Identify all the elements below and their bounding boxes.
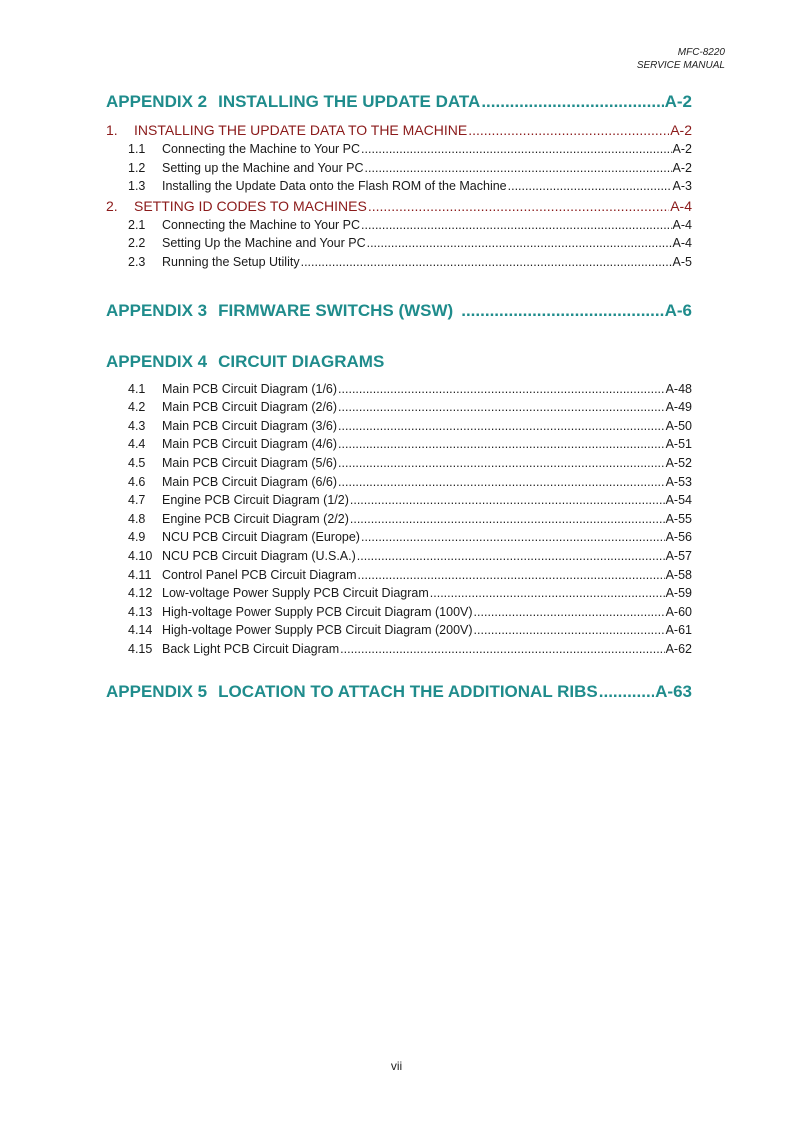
page-ref: A-59 (665, 586, 692, 601)
toc-item[interactable] (106, 512, 692, 531)
dot-leader (599, 682, 654, 702)
item-number: 4.7 (128, 493, 146, 508)
dot-leader (361, 530, 665, 544)
toc-item[interactable] (106, 475, 692, 494)
page-ref: A-62 (665, 641, 692, 656)
item-title: Setting up the Machine and Your PC (162, 160, 364, 175)
page-ref: A-4 (670, 197, 692, 214)
item-title: Main PCB Circuit Diagram (2/6) (162, 400, 338, 415)
toc-appendix-2[interactable] (106, 92, 692, 116)
dot-leader (508, 179, 672, 193)
item-number: 4.10 (128, 548, 153, 563)
page-ref: A-56 (665, 530, 692, 545)
page-ref: A-57 (665, 548, 692, 563)
item-number: 4.12 (128, 586, 153, 601)
dot-leader (361, 142, 672, 156)
section-title: INSTALLING THE UPDATE DATA TO THE MACHINE (134, 122, 468, 138)
page-header (637, 46, 725, 72)
dot-leader (340, 642, 664, 656)
item-title: High-voltage Power Supply PCB Circuit Diagram (200V) (162, 623, 473, 638)
toc-item[interactable] (106, 400, 692, 419)
page-ref: A-52 (665, 455, 692, 470)
dot-leader (338, 437, 665, 451)
item-title: Engine PCB Circuit Diagram (2/2) (162, 511, 349, 526)
item-title: Low-voltage Power Supply PCB Circuit Diagram (162, 586, 429, 601)
toc-item[interactable] (106, 255, 692, 274)
item-number: 4.8 (128, 511, 146, 526)
appendix-title: INSTALLING THE UPDATE DATA (218, 92, 481, 111)
toc-item[interactable] (106, 142, 692, 161)
toc-item[interactable] (106, 530, 692, 549)
item-number: 4.4 (128, 437, 146, 452)
item-title: Main PCB Circuit Diagram (5/6) (162, 455, 338, 470)
page-number: vii (390, 1059, 403, 1073)
page-ref: A-63 (655, 682, 692, 702)
item-number: 2.2 (128, 236, 146, 251)
dot-leader (474, 623, 665, 637)
page-ref: A-61 (665, 623, 692, 638)
dot-leader (430, 586, 665, 600)
dot-leader (357, 549, 665, 563)
dot-leader (365, 161, 672, 175)
appendix-title: CIRCUIT DIAGRAMS (218, 351, 385, 371)
item-number: 4.11 (128, 567, 152, 582)
toc-appendix-3[interactable] (106, 301, 692, 325)
item-number: 1.2 (128, 160, 146, 175)
page-ref: A-48 (665, 381, 692, 396)
page-ref: A-2 (670, 122, 692, 138)
item-title: Back Light PCB Circuit Diagram (162, 641, 340, 656)
item-title: High-voltage Power Supply PCB Circuit Diagram (100V) (162, 604, 473, 619)
toc-item[interactable] (106, 382, 692, 401)
section-title: SETTING ID CODES TO MACHINES (134, 197, 367, 214)
toc-item[interactable] (106, 549, 692, 568)
dot-leader (338, 456, 665, 470)
table-of-contents (106, 92, 692, 706)
dot-leader (301, 255, 672, 269)
dot-leader (474, 605, 665, 619)
item-title: Control Panel PCB Circuit Diagram (162, 567, 357, 582)
item-title: Running the Setup Utility (162, 254, 300, 269)
page-ref: A-50 (665, 418, 692, 433)
toc-section[interactable] (106, 198, 692, 218)
section-number: 2. (106, 197, 118, 214)
item-title: Main PCB Circuit Diagram (4/6) (162, 437, 338, 452)
item-title: Engine PCB Circuit Diagram (1/2) (162, 493, 349, 508)
page-ref: A-6 (664, 300, 692, 320)
item-number: 1.3 (128, 179, 146, 194)
model-name: MFC-8220 (677, 47, 725, 58)
dot-leader (350, 512, 665, 526)
dot-leader (338, 382, 665, 396)
document-name: SERVICE MANUAL (636, 60, 725, 71)
item-number: 4.3 (128, 418, 146, 433)
toc-item[interactable] (106, 605, 692, 624)
page-ref: A-2 (664, 92, 692, 111)
toc-item[interactable] (106, 456, 692, 475)
item-number: 4.15 (128, 641, 153, 656)
item-number: 1.1 (128, 142, 146, 156)
page-ref: A-54 (665, 493, 692, 508)
toc-item[interactable] (106, 419, 692, 438)
page-ref: A-4 (672, 236, 692, 251)
toc-section[interactable] (106, 122, 692, 142)
item-number: 2.1 (128, 217, 146, 232)
dot-leader (350, 493, 665, 507)
page-ref: A-55 (665, 511, 692, 526)
dot-leader (358, 568, 665, 582)
item-title: Main PCB Circuit Diagram (1/6) (162, 381, 338, 396)
toc-item[interactable] (106, 642, 692, 661)
toc-appendix-4[interactable] (106, 352, 692, 376)
item-number: 4.13 (128, 604, 153, 619)
dot-leader (468, 122, 669, 138)
appendix-4-item-list (106, 382, 692, 661)
toc-item[interactable] (106, 568, 692, 587)
item-title: NCU PCB Circuit Diagram (Europe) (162, 530, 360, 545)
dot-leader (461, 301, 663, 321)
item-title: Main PCB Circuit Diagram (6/6) (162, 474, 338, 489)
toc-item[interactable] (106, 236, 692, 255)
toc-item[interactable] (106, 218, 692, 237)
item-title: Installing the Update Data onto the Flash ROM of the Machine (162, 179, 507, 194)
page-ref: A-53 (665, 474, 692, 489)
dot-leader (367, 236, 672, 250)
toc-item[interactable] (106, 179, 692, 198)
page-ref: A-60 (665, 604, 692, 619)
page-ref: A-2 (672, 160, 692, 175)
section-number: 1. (106, 122, 118, 138)
dot-leader (338, 475, 665, 489)
page-ref: A-3 (672, 179, 692, 194)
appendix-number: APPENDIX 3 (106, 300, 208, 320)
item-number: 4.9 (128, 530, 146, 545)
appendix-number: APPENDIX 2 (106, 92, 208, 111)
item-number: 4.2 (128, 400, 146, 415)
page-ref: A-5 (672, 254, 692, 269)
toc-item[interactable] (106, 161, 692, 180)
toc-item[interactable] (106, 623, 692, 642)
appendix-title: FIRMWARE SWITCHS (WSW) (218, 300, 454, 320)
toc-item[interactable] (106, 437, 692, 456)
dot-leader (361, 218, 672, 232)
page-ref: A-49 (665, 400, 692, 415)
toc-item[interactable] (106, 493, 692, 512)
item-number: 4.5 (128, 455, 146, 470)
page-ref: A-51 (665, 437, 692, 452)
item-number: 4.6 (128, 474, 146, 489)
toc-item[interactable] (106, 586, 692, 605)
item-title: Main PCB Circuit Diagram (3/6) (162, 418, 338, 433)
dot-leader (481, 92, 663, 112)
item-number: 4.1 (128, 381, 146, 396)
item-title: Setting Up the Machine and Your PC (162, 236, 366, 251)
item-number: 2.3 (128, 254, 146, 269)
page-ref: A-4 (672, 217, 692, 232)
item-title: NCU PCB Circuit Diagram (U.S.A.) (162, 548, 356, 563)
item-title: Connecting the Machine to Your PC (162, 142, 361, 156)
page-ref: A-58 (665, 567, 692, 582)
item-title: Connecting the Machine to Your PC (162, 217, 361, 232)
item-number: 4.14 (128, 623, 153, 638)
appendix-title: LOCATION TO ATTACH THE ADDITIONAL RIBS (218, 682, 598, 702)
appendix-number: APPENDIX 5 (106, 682, 208, 702)
dot-leader (338, 400, 665, 414)
toc-appendix-5[interactable] (106, 682, 692, 706)
dot-leader (338, 419, 665, 433)
appendix-number: APPENDIX 4 (106, 351, 208, 371)
page-ref: A-2 (672, 142, 692, 156)
dot-leader (368, 198, 669, 214)
